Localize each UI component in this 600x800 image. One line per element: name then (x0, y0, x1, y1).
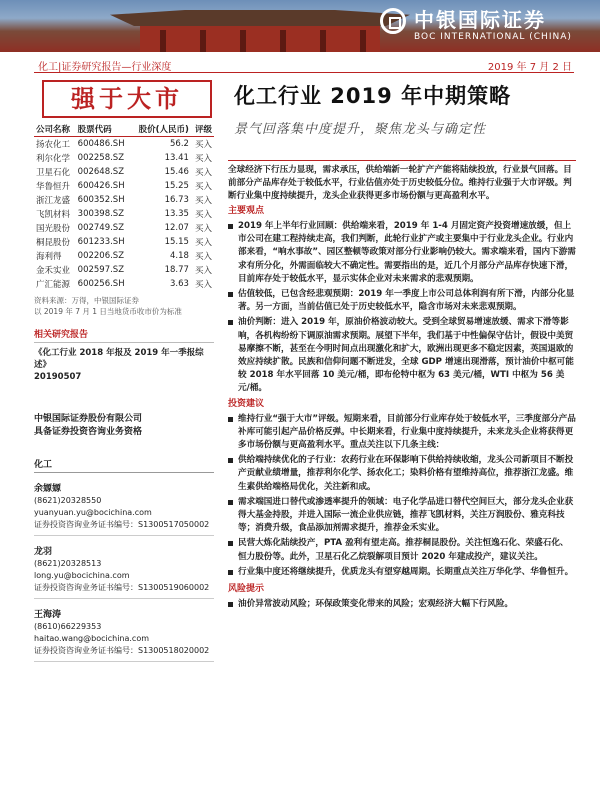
report-category-bar (34, 56, 574, 73)
table-cell: 601233.SH (77, 237, 125, 247)
table-cell: 002206.SZ (77, 251, 125, 261)
strategy-item (228, 566, 576, 579)
table-cell: 买入 (194, 266, 212, 276)
analyst-email[interactable]: yuanyuan.yu@bocichina.com (34, 508, 152, 517)
analyst-email[interactable]: long.yu@bocichina.com (34, 571, 130, 580)
main_points-item (228, 288, 576, 314)
strategy-item-text: 短期来看，目前部分行业库存处于较低水平，三季度部分产品补库可能引起产品价格反弹。中长期来看，行业集中度持续提升，未来龙头企业将获得更多市场份额与更高盈利水平。重点关注以下几条主线： (238, 413, 576, 451)
analyst-name: 龙羽 (34, 547, 53, 557)
table-cell: 600486.SH (77, 139, 125, 149)
brand-name-cn: 中银国际证券 (414, 8, 546, 32)
table-row (34, 277, 214, 291)
table-cell: 桐昆股份 (36, 238, 71, 248)
table-cell: 买入 (194, 196, 212, 206)
analyst-phone: (8621)20328550 (34, 496, 102, 505)
report-category: 化工|证券研究报告—行业深度 (38, 62, 172, 73)
table-row (34, 207, 214, 221)
table-row (34, 151, 214, 165)
bullet-icon (228, 458, 233, 463)
table-row (34, 165, 214, 179)
strategy-item (228, 454, 576, 494)
table-row (34, 235, 214, 249)
table-cell: 买入 (194, 168, 212, 178)
analyst-card (34, 609, 214, 662)
table-cell: 买入 (194, 252, 212, 262)
table-cell: 600352.SH (77, 195, 125, 205)
main_points-item (228, 220, 576, 286)
table-cell: 买入 (194, 280, 212, 290)
analyst-cert: 证券投资咨询业务证书编号：S1300519060002 (34, 583, 210, 592)
table-cell: 002648.SZ (77, 167, 125, 177)
source-note: 资料来源：万得，中银国际证券 以 2019 年 7 月 1 日当地货币收市价为标准 (34, 296, 182, 316)
table-cell: 13.41 (164, 153, 189, 163)
company-info (34, 413, 214, 439)
table-cell: 15.25 (164, 181, 189, 191)
strategy-item (228, 413, 576, 453)
right-column (228, 80, 574, 137)
table-row (34, 179, 214, 193)
strategy-item-text: 行业集中度还将继续提升，优质龙头有望穿越周期。长期重点关注万华化学、华鲁恒升。 (238, 566, 574, 577)
analyst-cert: 证券投资咨询业务证书编号：S1300517050002 (34, 520, 210, 529)
risk-text: 油价异常波动风险；环保政策变化带来的风险；宏观经济大幅下行风险。 (238, 599, 514, 610)
main_points-item-text: 供给端来看，2019 年 1-4 月固定资产投资增速放缓，但上市公司在建工程持续走高，我们判断，此轮行业扩产或主要集中于行业龙头企业。行业内部来看，“响水事故”、园区整顿等政策对部分行业影响仍较大。需求端来看，国内下游需求有所分化，外需面临较大不确定性。需要指出的是，近几个月部分产品库存快速下滑，目前库存处于较低水平，显示实体企业对未来需求的悲观预期。 (238, 221, 576, 284)
analyst-cert: 证券投资咨询业务证书编号：S1300518020002 (34, 646, 210, 655)
analyst-email[interactable]: haitao.wang@bocichina.com (34, 634, 150, 643)
risk-item (228, 598, 576, 611)
table-cell: 买入 (194, 224, 212, 234)
left-column (34, 80, 214, 662)
main_points-item-lead: 2019 年上半年行业回顾： (238, 221, 343, 231)
table-cell: 12.07 (164, 223, 189, 233)
table-cell: 利尔化学 (36, 154, 71, 164)
bullet-icon (228, 570, 233, 575)
table-cell: 18.77 (164, 265, 189, 275)
department: 化工 (34, 457, 214, 473)
table-cell: 买入 (194, 140, 212, 150)
main_points-item-text: 2019 年一季度上市公司总体利润有所下滑，内部分化显著。另一方面，当前估值已处于历史较低水平，隐含市场对未来悲观预期。 (238, 289, 575, 313)
strategy-item-lead: 维持行业“强于大市”评级。 (238, 413, 344, 424)
table-cell: 002597.SZ (77, 265, 125, 275)
table-cell: 002258.SZ (77, 153, 125, 163)
table-cell: 56.2 (170, 139, 189, 149)
table-cell: 002749.SZ (77, 223, 125, 233)
col-header: 股票代码 (76, 122, 132, 137)
table-cell: 16.73 (164, 195, 189, 205)
table-cell: 600256.SH (77, 279, 125, 289)
boc-logo-icon (380, 8, 406, 34)
analyst-phone: (8610)66229353 (34, 622, 102, 631)
analyst-name: 王海涛 (34, 610, 62, 620)
bullet-icon (228, 541, 233, 546)
strategy-item (228, 537, 576, 563)
table-cell: 国光股份 (36, 224, 71, 234)
table-cell: 买入 (194, 210, 212, 220)
table-cell: 15.46 (164, 167, 189, 177)
table-cell: 飞凯材料 (36, 210, 71, 220)
main_points-item-text: 进入 2019 年，原油价格波动较大。受到全球贸易增速放缓、需求下滑等影响，各机构纷纷下调原油需求预期。展望下半年，我们基于中性偏保守估计，假设中美贸易摩擦不断，甚至在今明时间点出现激化和扩大，欧洲出现更多不稳定因素，英国退欧的效应持续扩散。民族和信仰问题不断迸发，全球 GDP 增速出现滑落，预计油价中枢可能较 2018 年水平回落 10 美元/桶，即布伦特中枢为 63 美元/桶，WTI 中枢为 56 美元/桶。 (238, 317, 574, 394)
page-subtitle: 景气回落集中度提升，聚焦龙头与确定性 (234, 122, 487, 137)
strategy-item (228, 496, 576, 536)
table-cell: 600426.SH (77, 181, 125, 191)
company-qualification: 具备证券投资咨询业务资格 (34, 427, 143, 437)
report-date: 2019 年 7 月 2 日 (487, 62, 572, 73)
table-cell: 3.63 (170, 279, 189, 289)
table-row (34, 221, 214, 235)
summary-paragraph: 全球经济下行压力显现，需求承压，供给端新一轮扩产产能将陆续投放，行业景气回落。目前部分产品库存处于较低水平，行业估值亦处于历史较低分位。维持行业强于大市评级。判断行业集中度持续提升，龙头企业获得更多市场份额与更高盈利水平。 (228, 165, 572, 201)
main-points-title: 主要观点 (228, 206, 265, 216)
table-cell: 15.15 (164, 237, 189, 247)
strategy-title: 投资建议 (228, 398, 265, 409)
table-cell: 华鲁恒升 (36, 182, 71, 192)
main_points-item-lead: 估值较低，已包含经悲观预期： (238, 289, 359, 300)
strategy-item-text: 需求端国进口替代或渗透率提升的领域：电子化学品进口替代空间巨大，部分龙头企业获得大基金持股，并进入国际一流企业供应链，推荐飞凯材料，关注万润股份、雅克科技等；消费升级，食品添加剂需求提升，推荐金禾实业。 (238, 496, 574, 534)
table-cell: 300398.SZ (77, 209, 125, 219)
table-row (34, 193, 214, 207)
table-cell: 金禾实业 (36, 266, 71, 276)
table-cell: 浙江龙盛 (36, 196, 71, 206)
table-cell: 卫星石化 (36, 168, 71, 178)
table-cell: 买入 (194, 182, 212, 192)
strategy-item-text: 民营大炼化陆续投产，PTA 盈利有望走高。推荐桐昆股份。关注恒逸石化、荣盛石化、恒力股份等。此外，卫星石化乙烷裂解项目预计 2020 年建成投产，建议关注。 (238, 538, 569, 562)
analyst-phone: (8621)20328513 (34, 559, 102, 568)
table-row (34, 249, 214, 263)
col-header: 评级 (191, 122, 214, 137)
col-header: 公司名称 (34, 122, 76, 137)
bullet-icon (228, 224, 233, 229)
page-title: 化工行业 2019 年中期策略 (234, 84, 512, 108)
table-row (34, 263, 214, 277)
col-header: 股价(人民币) (131, 122, 190, 137)
analyst-card (34, 483, 214, 536)
table-row (34, 137, 214, 152)
brand-name-en: BOC INTERNATIONAL (CHINA) (414, 32, 572, 42)
related-title: 相关研究报告 (34, 327, 214, 343)
strategy-item-text: 供给端持续优化的子行业：农药行业在环保影响下供给持续收缩，龙头公司新项目不断投产贡献业绩增量，推荐利尔化学、扬农化工；染料价格有望维持高位，推荐浙江龙盛。维生素供给端格局优化，关注新和成。 (238, 455, 574, 492)
bullet-icon (228, 602, 233, 607)
risk-title: 风险提示 (228, 584, 265, 595)
table-cell: 买入 (194, 154, 212, 164)
brand-logo (380, 2, 580, 50)
main_points-item (228, 316, 576, 395)
table-cell: 扬农化工 (36, 140, 71, 150)
related-report-date: 20190507 (34, 372, 82, 382)
bullet-icon (228, 320, 233, 325)
palace-wall-image (140, 26, 380, 52)
header-banner (0, 0, 600, 52)
stock-table (34, 122, 214, 291)
table-cell: 13.35 (164, 209, 189, 219)
bullet-icon (228, 500, 233, 505)
report-body (228, 160, 576, 613)
bullet-icon (228, 417, 233, 422)
analyst-card (34, 546, 214, 599)
table-cell: 海利得 (36, 252, 62, 262)
main_points-item-lead: 油价判断： (238, 317, 281, 328)
table-cell: 4.18 (170, 251, 189, 261)
palace-roof-image (110, 10, 410, 26)
analyst-name: 余嫄嫄 (34, 484, 62, 494)
table-cell: 买入 (194, 238, 212, 248)
related-report-link[interactable] (34, 347, 214, 383)
company-name: 中银国际证券股份有限公司 (34, 414, 143, 424)
rating-badge: 强于大市 (42, 80, 212, 118)
related-report-title[interactable]: 《化工行业 2018 年报及 2019 年一季报综述》 (34, 348, 204, 370)
table-cell: 广汇能源 (36, 280, 71, 290)
table-header-row (34, 122, 214, 137)
bullet-icon (228, 292, 233, 297)
